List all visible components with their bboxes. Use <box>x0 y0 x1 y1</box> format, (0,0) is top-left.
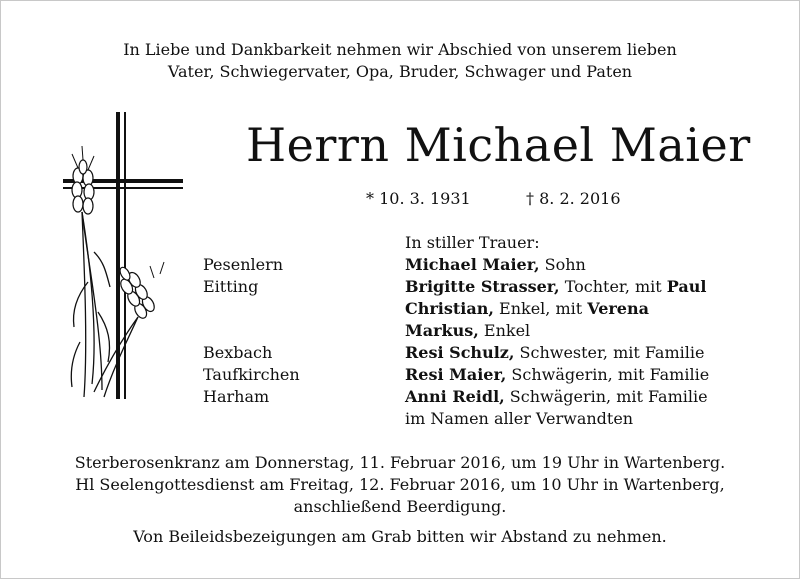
cross-with-wheat-icon <box>58 112 188 412</box>
mourner-name: Resi Maier, <box>405 365 507 384</box>
mourner-line <box>405 321 530 340</box>
mourner-relation: Tochter, mit <box>559 277 667 296</box>
place-eitting: Eitting <box>203 277 259 296</box>
birth-date: * 10. 3. 1931 <box>366 189 471 208</box>
place-pesenlern: Pesenlern <box>203 255 284 274</box>
mourner-name: Markus, <box>405 321 479 340</box>
mourner-name: Christian, <box>405 299 494 318</box>
mourner-relation: Enkel <box>478 321 531 340</box>
mourner-line <box>405 365 709 384</box>
intro-line-1: In Liebe und Dankbarkeit nehmen wir Abschied von unserem lieben <box>123 40 677 59</box>
mourner-name: Paul <box>666 277 707 296</box>
relatives-line: im Namen aller Verwandten <box>405 409 634 428</box>
mourner-relation: Schwägerin, mit Familie <box>504 387 708 406</box>
rosary-info: Sterberosenkranz am Donnerstag, 11. Februar 2016, um 19 Uhr in Wartenberg. <box>74 453 726 472</box>
mourner-line <box>405 387 708 406</box>
service-info-line-2: anschließend Beerdigung. <box>293 497 507 516</box>
mourner-line <box>405 255 586 274</box>
mourner-relation: Sohn <box>539 255 586 274</box>
mourner-name: Brigitte Strasser, <box>405 277 560 296</box>
service-info-line-1: Hl Seelengottesdienst am Freitag, 12. Februar 2016, um 10 Uhr in Wartenberg, <box>75 475 725 494</box>
intro-line-2: Vater, Schwiegervater, Opa, Bruder, Schwager und Paten <box>167 62 633 81</box>
place-taufkirchen: Taufkirchen <box>203 365 300 384</box>
mourner-name: Michael Maier, <box>405 255 540 274</box>
place-bexbach: Bexbach <box>203 343 273 362</box>
mourner-relation: Schwägerin, mit Familie <box>506 365 710 384</box>
mourner-name: Verena <box>587 299 649 318</box>
mourner-relation: Schwester, mit Familie <box>514 343 705 362</box>
mourner-name: Anni Reidl, <box>405 387 505 406</box>
place-harham: Harham <box>203 387 270 406</box>
deceased-name: Herrn Michael Maier <box>246 118 751 172</box>
mourning-header: In stiller Trauer: <box>405 233 540 252</box>
mourner-relation: Enkel, mit <box>493 299 588 318</box>
death-date: † 8. 2. 2016 <box>526 189 621 208</box>
mourner-line <box>405 277 706 296</box>
mourner-name: Resi Schulz, <box>405 343 515 362</box>
mourner-line <box>405 299 649 318</box>
mourner-line <box>405 343 704 362</box>
condolence-note: Von Beileidsbezeigungen am Grab bitten wir Abstand zu nehmen. <box>133 527 667 546</box>
